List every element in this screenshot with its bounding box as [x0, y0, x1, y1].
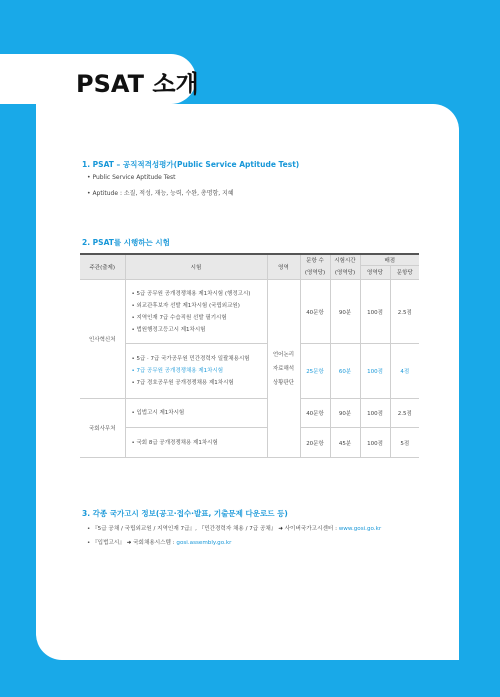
header-area: 영역 — [267, 254, 300, 280]
header-score-per-question: 문항당 — [390, 265, 419, 279]
arrow-icon: ➜ — [278, 526, 283, 532]
table-row — [80, 280, 419, 344]
section1-bullet-1: • Public Service Aptitude Test — [87, 174, 176, 181]
section3-line-2 — [87, 538, 231, 546]
score-question-cell: 5점 — [390, 428, 419, 458]
time-cell: 90분 — [330, 399, 360, 428]
questions-cell: 40문항 — [300, 280, 330, 344]
score-question-cell: 2.5점 — [390, 399, 419, 428]
exam-item: • 5급 · 7급 국가공무원 민간경력자 일괄채용시험 — [131, 356, 250, 362]
section3-line1-text: • 『5급 공채 / 국립외교원 / 지역인재 7급』, 『민간경력자 채용 / 7급 공채』 — [87, 526, 277, 532]
header-time-line1: 시험시간 — [334, 258, 356, 264]
questions-cell: 40문항 — [300, 399, 330, 428]
header-time-line2: (영역당) — [334, 270, 356, 276]
score-area-cell: 100점 — [360, 344, 390, 399]
score-question-cell: 2.5점 — [390, 280, 419, 344]
section3-heading: 3. 각종 국가고시 정보(공고·접수·발표, 기출문제 다운로드 등) — [82, 509, 288, 518]
exam-item: • 국회 8급 공개경쟁채용 제1차시험 — [131, 439, 218, 446]
content-card — [36, 104, 459, 660]
exam-item: • 법원행정고등고시 제1차시험 — [131, 326, 206, 333]
gosi-link[interactable]: www.gosi.go.kr — [338, 526, 382, 532]
section1-bullet-2: • Aptitude : 소질, 적성, 재능, 능력, 수완, 총명함, 지혜 — [87, 190, 234, 197]
section3-line2-site: 국회채용시스템 : — [133, 540, 175, 546]
exam-item-highlight: • 7급 공무원 공개경쟁채용 제1차시험 — [131, 368, 224, 374]
section3-line1-site: 사이버국가고시센터 : — [284, 526, 337, 532]
table-row — [80, 399, 419, 428]
header-exam: 시험 — [125, 254, 267, 280]
exam-table — [80, 253, 419, 458]
section1-heading: 1. PSAT – 공직적격성평가(Public Service Aptitude Test) — [82, 160, 300, 169]
exam-list-cell — [125, 280, 267, 344]
score-area-cell: 100점 — [360, 399, 390, 428]
area-line: 자료해석 — [272, 365, 295, 372]
table-row — [80, 344, 419, 399]
exam-item: • 지역인재 7급 수습직원 선발 필기시험 — [131, 314, 227, 321]
header-questions — [300, 254, 330, 280]
exam-item: • 7급 경호공무원 공개경쟁채용 제1차시험 — [131, 380, 234, 386]
time-cell: 45분 — [330, 428, 360, 458]
header-score: 배점 — [360, 254, 419, 265]
section2-heading: 2. PSAT를 시행하는 시험 — [82, 238, 170, 247]
org-cell: 국회사무처 — [80, 399, 125, 458]
questions-cell: 25문항 — [300, 344, 330, 399]
assembly-link[interactable]: gosi.assembly.go.kr — [176, 540, 232, 546]
exam-list-cell — [125, 428, 267, 458]
score-area-cell: 100점 — [360, 428, 390, 458]
table-row — [80, 428, 419, 458]
section3-line2-text: • 『입법고시』 — [87, 540, 125, 546]
header-questions-line2: (영역당) — [304, 270, 326, 276]
area-line: 언어논리 — [272, 351, 295, 358]
title-tab — [0, 54, 199, 104]
header-org: 주관(출제) — [80, 254, 125, 280]
exam-item: • 5급 공무원 공개경쟁채용 제1차시험 (행정고시) — [131, 290, 251, 297]
exam-list-cell — [125, 344, 267, 399]
time-cell: 60분 — [330, 344, 360, 399]
arrow-icon: ➜ — [126, 540, 132, 546]
page-title: PSAT 소개 — [76, 70, 199, 98]
exam-list-cell — [125, 399, 267, 428]
questions-cell: 20문항 — [300, 428, 330, 458]
area-line: 상황판단 — [272, 379, 295, 386]
score-question-cell: 4점 — [390, 344, 419, 399]
header-time — [330, 254, 360, 280]
org-cell: 인사혁신처 — [80, 280, 125, 399]
score-area-cell: 100점 — [360, 280, 390, 344]
exam-item: • 입법고시 제1차시험 — [131, 410, 185, 416]
time-cell: 90분 — [330, 280, 360, 344]
section3-line-1 — [87, 524, 381, 532]
header-questions-line1: 문항 수 — [306, 258, 324, 264]
header-score-per-area: 영역당 — [360, 265, 390, 279]
area-cell — [267, 280, 300, 458]
exam-item: • 외교관후보자 선발 제1차시험 (국립외교원) — [131, 302, 240, 309]
